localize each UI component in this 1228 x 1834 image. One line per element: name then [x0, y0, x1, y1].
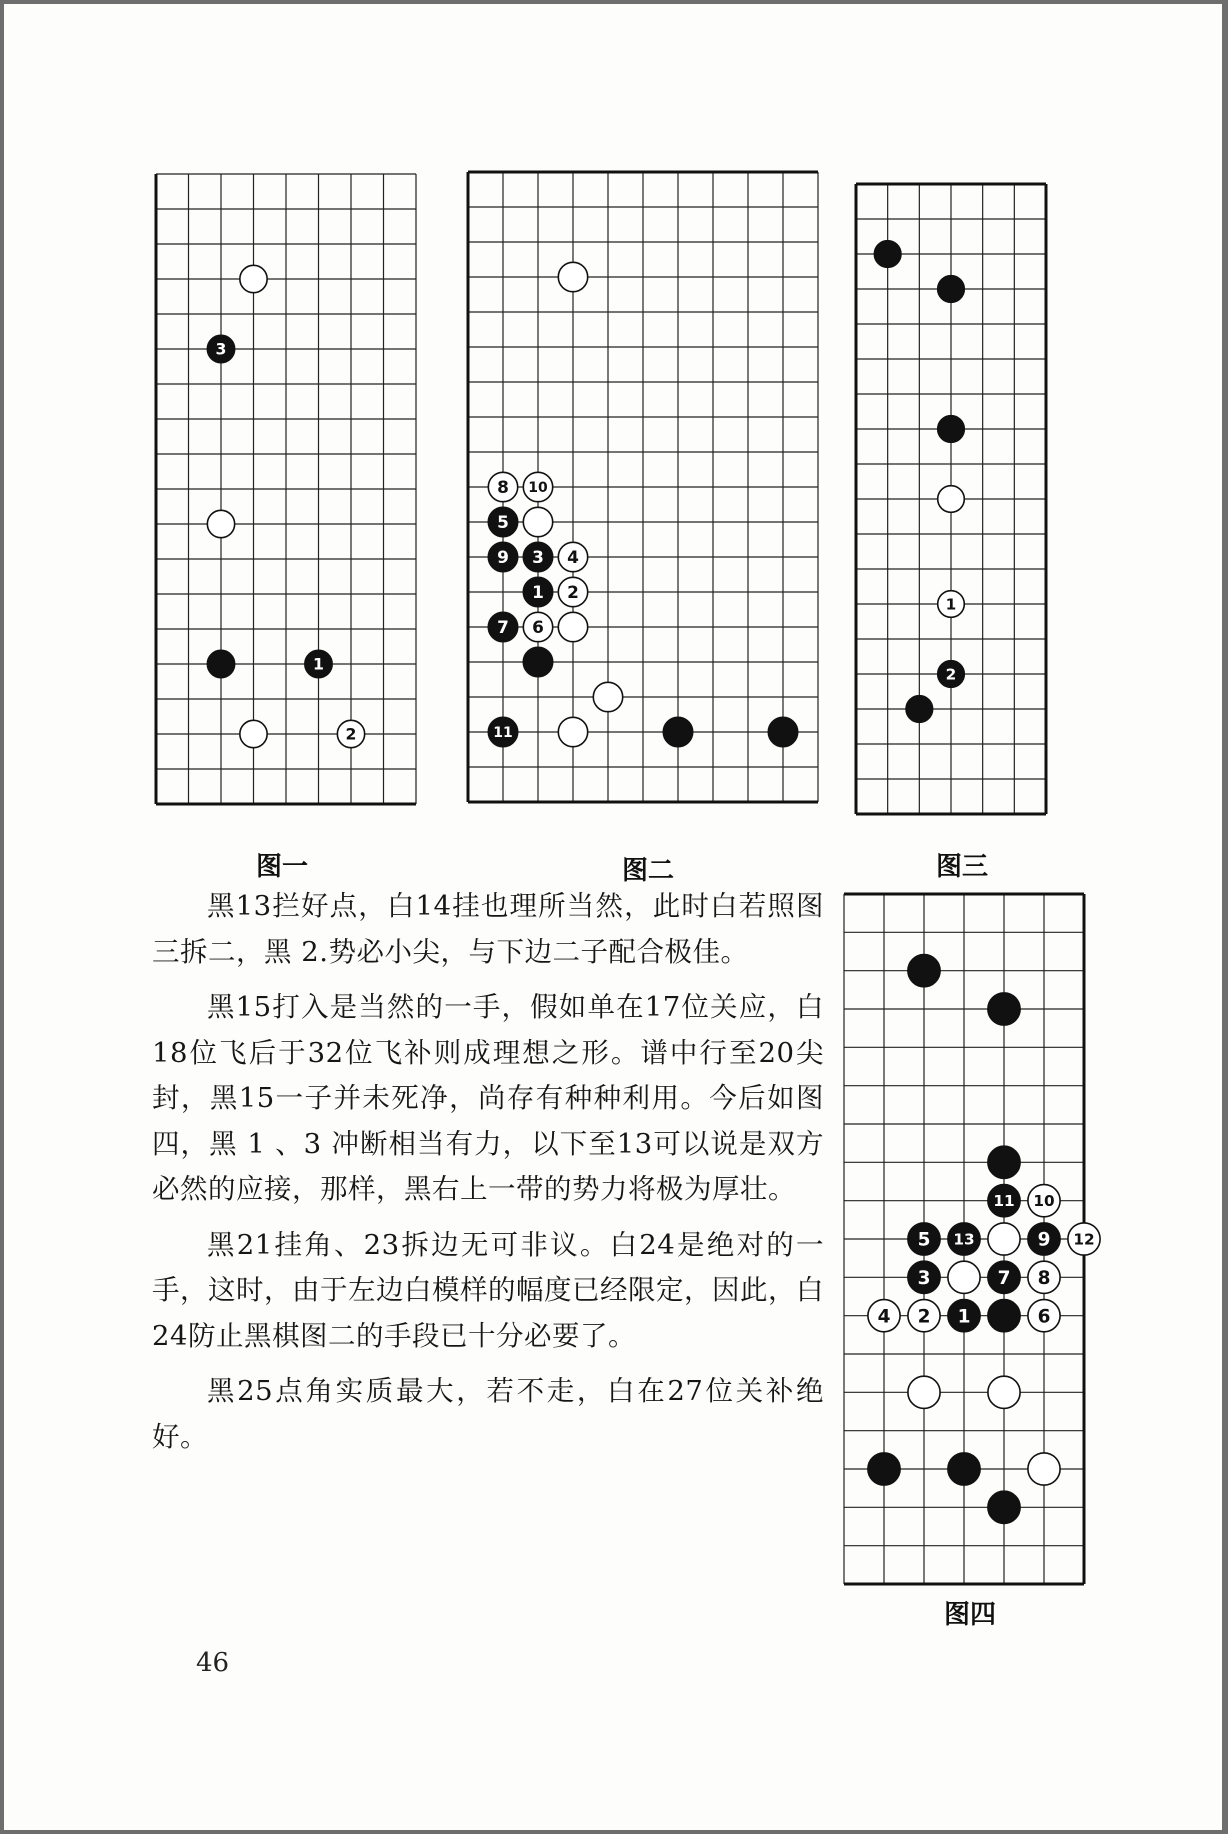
- white-stone: [240, 720, 267, 747]
- stone-disc: [988, 1376, 1020, 1408]
- move-number: 11: [493, 725, 513, 742]
- black-stone: [908, 1261, 940, 1293]
- move-number: 6: [532, 617, 544, 638]
- white-stone: [523, 472, 552, 501]
- black-stone: [988, 1146, 1020, 1178]
- stone-disc: [240, 720, 267, 747]
- stone-disc: [207, 510, 234, 537]
- white-stone: [558, 542, 587, 571]
- move-number: 2: [945, 665, 957, 684]
- black-stone: [938, 416, 965, 443]
- move-number: 7: [997, 1267, 1011, 1289]
- figure-4-caption: 图四: [943, 1600, 996, 1630]
- white-stone: [1068, 1223, 1100, 1255]
- move-number: 1: [945, 595, 957, 614]
- stone-disc: [558, 612, 587, 641]
- black-stone: [988, 1491, 1020, 1523]
- stone-disc: [207, 650, 234, 677]
- stone-disc: [558, 717, 587, 746]
- black-stone: [523, 647, 552, 676]
- black-stone: [948, 1223, 980, 1255]
- move-number: 1: [957, 1306, 971, 1328]
- figure-2-caption: 图二: [621, 856, 674, 886]
- white-stone: [593, 682, 622, 711]
- move-number: 3: [215, 339, 227, 359]
- stone-disc: [938, 416, 965, 443]
- paragraph: 黑21挂角、23拆边无可非议。白24是绝对的一手，这时，由于左边白模样的幅度已经限定，因此，白24防止黑棋图二的手段已十分必要了。: [152, 1228, 824, 1352]
- black-stone: [948, 1300, 980, 1332]
- stone-disc: [523, 507, 552, 536]
- stone-disc: [988, 1223, 1020, 1255]
- black-stone: [488, 542, 517, 571]
- move-number: 6: [1037, 1306, 1051, 1328]
- white-stone: [938, 486, 965, 513]
- move-number: 9: [1037, 1229, 1051, 1251]
- move-number: 1: [313, 654, 324, 674]
- stone-disc: [988, 1146, 1020, 1178]
- move-number: 8: [497, 477, 509, 498]
- black-stone: [523, 542, 552, 571]
- black-stone: [768, 717, 797, 746]
- black-stone: [488, 717, 517, 746]
- white-stone: [558, 612, 587, 641]
- black-stone: [908, 1223, 940, 1255]
- move-number: 4: [567, 547, 579, 568]
- white-stone: [207, 510, 234, 537]
- move-number: 10: [528, 480, 548, 497]
- white-stone: [938, 591, 965, 618]
- black-stone: [988, 1300, 1020, 1332]
- stone-disc: [988, 1300, 1020, 1332]
- black-stone: [207, 335, 234, 362]
- move-number: 10: [1033, 1192, 1055, 1211]
- move-number: 13: [953, 1230, 975, 1249]
- move-number: 1: [532, 582, 544, 603]
- black-stone: [988, 1185, 1020, 1217]
- move-number: 9: [497, 547, 509, 568]
- black-stone: [906, 696, 933, 723]
- move-number: 3: [532, 547, 544, 568]
- stone-disc: [908, 955, 940, 987]
- black-stone: [305, 650, 332, 677]
- figure-3-caption: 图三: [935, 852, 988, 882]
- stone-disc: [988, 1491, 1020, 1523]
- stone-disc: [523, 647, 552, 676]
- white-stone: [558, 262, 587, 291]
- board-grid: [156, 174, 416, 804]
- white-stone: [337, 720, 364, 747]
- white-stone: [988, 1376, 1020, 1408]
- black-stone: [948, 1453, 980, 1485]
- stone-disc: [663, 717, 692, 746]
- stone-disc: [593, 682, 622, 711]
- white-stone: [1028, 1453, 1060, 1485]
- move-number: 3: [917, 1267, 931, 1289]
- stone-disc: [948, 1261, 980, 1293]
- commentary-text: [152, 884, 824, 1470]
- page-number: 46: [196, 1648, 230, 1678]
- black-stone: [207, 650, 234, 677]
- move-number: 12: [1073, 1230, 1095, 1249]
- move-number: 4: [877, 1306, 891, 1328]
- black-stone: [523, 577, 552, 606]
- white-stone: [558, 717, 587, 746]
- white-stone: [523, 612, 552, 641]
- stone-disc: [906, 696, 933, 723]
- black-stone: [988, 1261, 1020, 1293]
- move-number: 11: [993, 1192, 1015, 1211]
- black-stone: [663, 717, 692, 746]
- go-diagram-figure-2: [468, 172, 818, 802]
- move-number: 2: [567, 582, 579, 603]
- white-stone: [1028, 1300, 1060, 1332]
- go-diagram-figure-1: [156, 174, 416, 804]
- stone-disc: [1028, 1453, 1060, 1485]
- move-number: 5: [497, 512, 509, 533]
- black-stone: [488, 612, 517, 641]
- stone-disc: [558, 262, 587, 291]
- stone-disc: [938, 486, 965, 513]
- paragraph: 黑15打入是当然的一手，假如单在17位关应，白18位飞后于32位飞补则成理想之形。谱中行至20尖封，黑15一子并未死净，尚存有种种利用。今后如图四，黑 1 、3 冲断相当有力，以下至13可以说是双方必然的应接，那样，黑右上一带的势力将极为厚壮。: [152, 991, 824, 1205]
- black-stone: [908, 955, 940, 987]
- move-number: 2: [345, 724, 357, 744]
- black-stone: [868, 1453, 900, 1485]
- black-stone: [938, 661, 965, 688]
- book-page: [4, 4, 1222, 1830]
- stone-disc: [768, 717, 797, 746]
- figure-1-caption: 图一: [255, 852, 308, 882]
- stone-disc: [240, 265, 267, 292]
- white-stone: [988, 1223, 1020, 1255]
- stone-disc: [908, 1376, 940, 1408]
- stone-disc: [874, 241, 901, 268]
- move-number: 2: [917, 1306, 931, 1328]
- white-stone: [948, 1261, 980, 1293]
- white-stone: [488, 472, 517, 501]
- go-diagram-figure-4: [844, 894, 1095, 1584]
- white-stone: [523, 507, 552, 536]
- white-stone: [908, 1300, 940, 1332]
- white-stone: [1028, 1185, 1060, 1217]
- move-number: 5: [917, 1229, 931, 1251]
- white-stone: [240, 265, 267, 292]
- move-number: 7: [497, 617, 509, 638]
- paragraph: 黑25点角实质最大，若不走，白在27位关补绝好。: [152, 1375, 824, 1453]
- stone-disc: [948, 1453, 980, 1485]
- stone-disc: [868, 1453, 900, 1485]
- black-stone: [988, 993, 1020, 1025]
- stone-disc: [988, 993, 1020, 1025]
- black-stone: [874, 241, 901, 268]
- white-stone: [908, 1376, 940, 1408]
- black-stone: [938, 276, 965, 303]
- black-stone: [488, 507, 517, 536]
- board-grid: [468, 172, 818, 802]
- move-number: 8: [1037, 1267, 1051, 1289]
- white-stone: [558, 577, 587, 606]
- stone-disc: [938, 276, 965, 303]
- white-stone: [1028, 1261, 1060, 1293]
- black-stone: [1028, 1223, 1060, 1255]
- white-stone: [868, 1300, 900, 1332]
- paragraph: 黑13拦好点，白14挂也理所当然，此时白若照图三拆二，黑 2.势必小尖，与下边二子配合极佳。: [152, 890, 824, 968]
- go-diagram-figure-3: [856, 184, 1046, 814]
